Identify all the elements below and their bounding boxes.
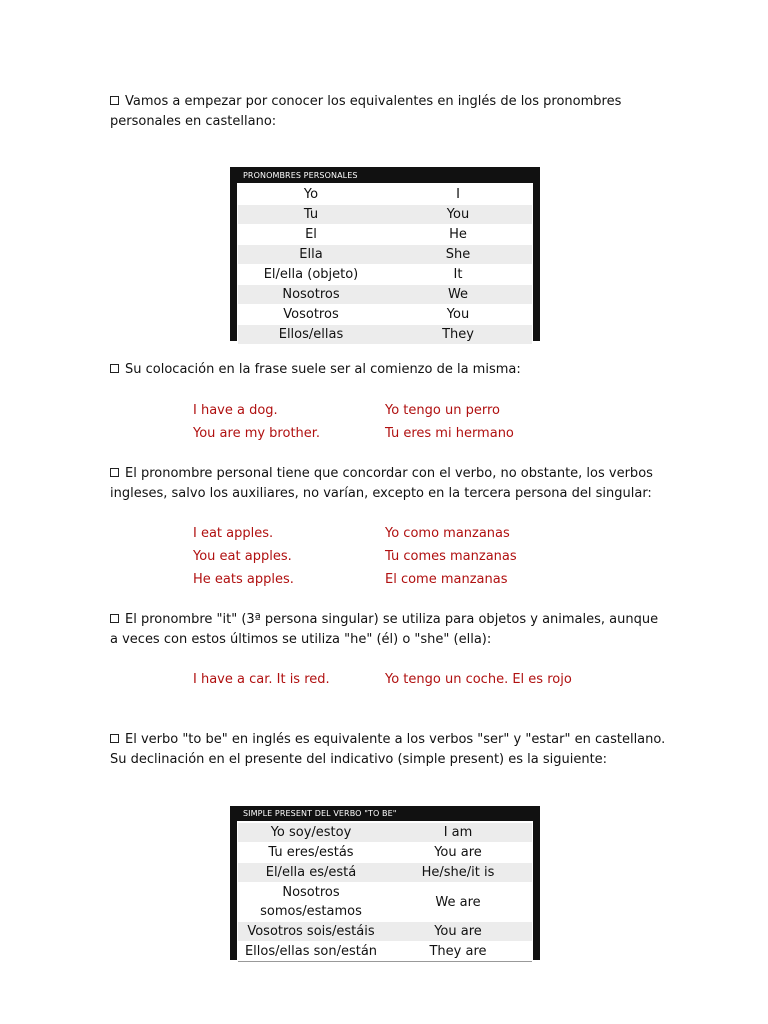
table-row	[238, 883, 532, 922]
table-body	[238, 823, 532, 962]
table-row	[238, 225, 532, 245]
cell-spanish: Ella	[299, 247, 323, 262]
bullet-icon	[110, 96, 119, 105]
cell-spanish: El	[305, 227, 317, 242]
to-be-text-line1: El verbo "to be" en inglés es equivalente a los verbos "ser" y "estar" en castellano.	[125, 732, 666, 747]
table-row	[238, 863, 532, 883]
cell-english: I am	[443, 825, 473, 840]
example-spanish: El come manzanas	[385, 572, 508, 587]
placement-paragraph	[110, 360, 670, 380]
cell-spanish: Nosotros somos/estamos	[260, 885, 362, 919]
table-left-border	[230, 806, 237, 960]
table-header: SIMPLE PRESENT DEL VERBO "TO BE"	[237, 806, 533, 821]
cell-english: She	[445, 247, 471, 262]
it-pronoun-text: El pronombre "it" (3ª persona singular) se utiliza para objetos y animales, aunque a veces con estos últimos se utiliza "he" (él) o "she" (ella):	[110, 612, 659, 647]
cell-spanish: Vosotros	[283, 307, 339, 322]
example-spanish: Tu eres mi hermano	[385, 426, 514, 441]
intro-text: Vamos a empezar por conocer los equivalentes en inglés de los pronombres personales en castellano:	[110, 94, 622, 129]
cell-english: You	[446, 307, 470, 322]
to-be-paragraph	[110, 730, 690, 769]
example-english: I eat apples.	[193, 526, 274, 541]
example-spanish: Yo tengo un perro	[385, 403, 500, 418]
cell-english: They are	[429, 944, 487, 959]
cell-spanish: Yo	[303, 187, 319, 202]
it-pronoun-paragraph	[110, 610, 670, 649]
cell-spanish: El/ella es/está	[265, 865, 357, 880]
example-english: You eat apples.	[193, 549, 292, 564]
bullet-icon	[110, 468, 119, 477]
cell-spanish: Nosotros	[282, 287, 340, 302]
table-body	[238, 185, 532, 345]
example-spanish: Yo como manzanas	[385, 526, 510, 541]
table-row	[238, 823, 532, 843]
example-spanish: Tu comes manzanas	[385, 549, 517, 564]
table-row	[238, 205, 532, 225]
cell-english: He/she/it is	[421, 865, 495, 880]
table-right-border	[533, 806, 540, 960]
cell-english: They	[442, 327, 474, 342]
table-row	[238, 245, 532, 265]
intro-paragraph	[110, 92, 670, 131]
cell-spanish: Tu	[303, 207, 319, 222]
table-row	[238, 942, 532, 962]
cell-english: We	[447, 287, 469, 302]
cell-english: I	[456, 187, 460, 202]
table-header: PRONOMBRES PERSONALES	[237, 167, 533, 183]
example-spanish: Yo tengo un coche. El es rojo	[385, 672, 572, 687]
cell-english: You	[446, 207, 470, 222]
table-right-border	[533, 167, 540, 341]
to-be-text-line2: Su declinación en el presente del indicativo (simple present) es la siguiente:	[110, 751, 608, 767]
bullet-icon	[110, 614, 119, 623]
table-row	[238, 185, 532, 205]
agreement-paragraph	[110, 464, 670, 503]
example-english: I have a dog.	[193, 403, 278, 418]
example-english: He eats apples.	[193, 572, 294, 587]
placement-text: Su colocación en la frase suele ser al comienzo de la misma:	[125, 362, 521, 377]
example-english: I have a car. It is red.	[193, 672, 330, 687]
cell-english: You are	[434, 924, 482, 939]
table-left-border	[230, 167, 237, 341]
table-row	[238, 922, 532, 942]
cell-spanish: Yo soy/estoy	[270, 825, 352, 840]
table-row	[238, 325, 532, 345]
personal-pronouns-table	[230, 167, 540, 341]
cell-english: You are	[434, 845, 482, 860]
table-row	[238, 305, 532, 325]
cell-spanish: Tu eres/estás	[268, 845, 354, 860]
cell-spanish: El/ella (objeto)	[263, 267, 359, 282]
cell-english: It	[453, 267, 463, 282]
to-be-table	[230, 806, 540, 960]
cell-english: He	[449, 227, 467, 242]
bullet-icon	[110, 734, 119, 743]
agreement-text: El pronombre personal tiene que concordar con el verbo, no obstante, los verbos ingleses, salvo los auxiliares, no varían, excepto en la tercera persona del singular:	[110, 466, 653, 501]
cell-spanish: Vosotros sois/estáis	[247, 924, 375, 939]
table-row	[238, 285, 532, 305]
table-row	[238, 843, 532, 863]
bullet-icon	[110, 364, 119, 373]
example-english: You are my brother.	[193, 426, 321, 441]
cell-spanish: Ellos/ellas son/están	[244, 944, 378, 959]
cell-spanish: Ellos/ellas	[278, 327, 344, 342]
table-row	[238, 265, 532, 285]
cell-english: We are	[435, 894, 481, 910]
